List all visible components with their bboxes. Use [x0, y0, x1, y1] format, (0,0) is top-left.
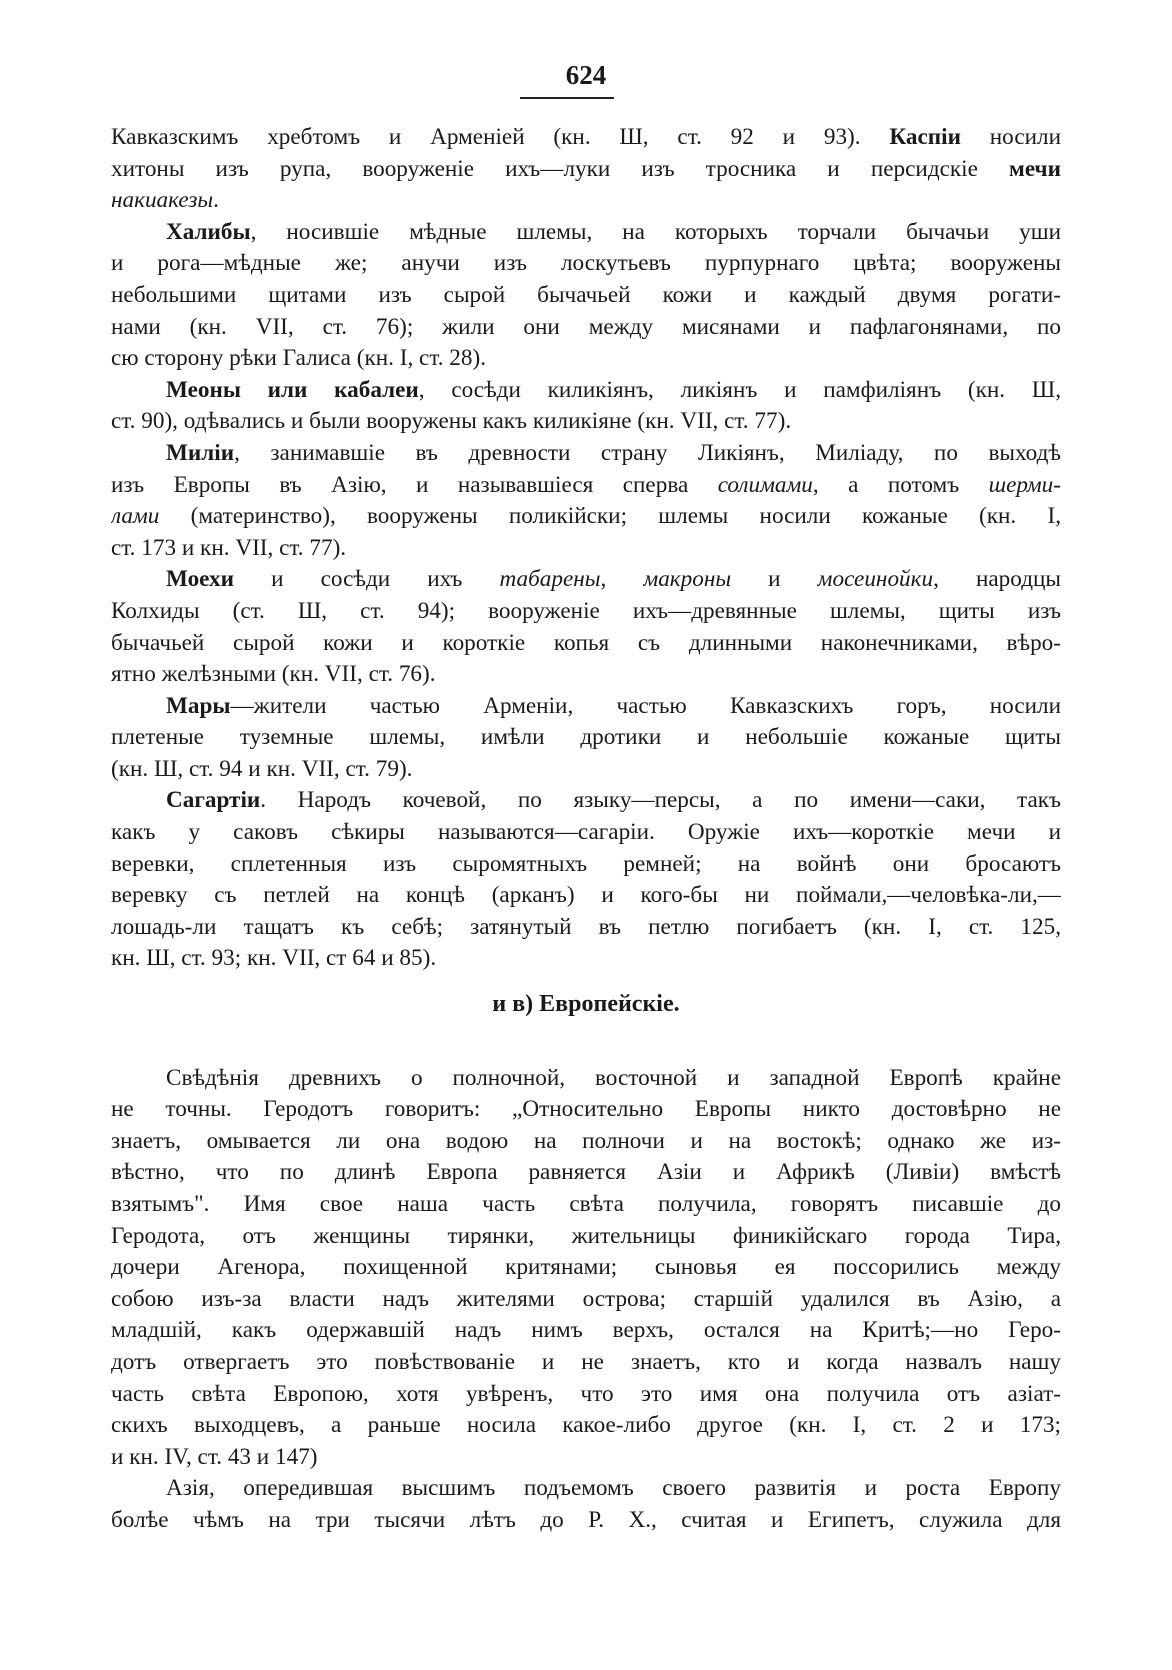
text-line: веревку съ петлей на концѣ (арканъ) и кого-бы ни поймали,—человѣка-ли,— [111, 882, 1061, 909]
text-line: накиакезы. [111, 187, 219, 214]
text-line: ятно желѣзными (кн. VII, ст. 76). [111, 661, 436, 688]
text-line: ст. 90), одѣвались и были вооружены какъ киликіяне (кн. VII, ст. 77). [111, 408, 792, 435]
text-line: какъ у саковъ сѣкиры называются—сагаріи. Оружіе ихъ—короткіе мечи и [111, 819, 1061, 846]
text-line: взятымъ". Имя свое наша часть свѣта получила, говорятъ писавшіе до [111, 1191, 1061, 1217]
text-line: скихъ выходцевъ, а раньше носила какое-либо другое (кн. I, ст. 2 и 173; [111, 1412, 1061, 1439]
text-line: Миліи, занимавшіе въ древности страну Ликіянъ, Миліаду, по выходѣ [166, 439, 1061, 466]
text-line: Геродота, отъ женщины тирянки, жительницы финикійскаго города Тира, [111, 1222, 1061, 1249]
text-line: часть свѣта Европою, хотя увѣренъ, что это имя она получила отъ азіат- [111, 1380, 1061, 1407]
text-line: не точны. Геродотъ говоритъ: „Относительно Европы никто достовѣрно не [111, 1096, 1061, 1123]
text-line: собою изъ-за власти надъ жителями острова; старшій удалился въ Азію, а [111, 1285, 1061, 1312]
section-heading: и в) Европейскіе. [492, 991, 680, 1018]
text-line: плетеные туземные шлемы, имѣли дротики и небольшіе кожаные щиты [111, 724, 1061, 751]
text-line: лами (материнство), вооружены поликійски; шлемы носили кожаные (кн. I, [111, 503, 1061, 530]
text-line: болѣе чѣмъ на три тысячи лѣтъ до Р. Х., считая и Египетъ, служила для [111, 1506, 1061, 1533]
text-line: бычачьей сырой кожи и короткіе копья съ длинными наконечниками, вѣро- [111, 629, 1061, 656]
text-line: Азія, опередившая высшимъ подъемомъ своего развитія и роста Европу [166, 1475, 1061, 1502]
text-line: кн. Ш, ст. 93; кн. VII, ст 64 и 85). [111, 945, 437, 972]
text-line: и рога—мѣдные же; анучи изъ лоскутьевъ пурпурнаго цвѣта; вооружены [111, 250, 1061, 277]
text-line: Сагартіи. Народъ кочевой, по языку—персы, а по имени—саки, такъ [166, 787, 1061, 814]
text-line: (кн. Ш, ст. 94 и кн. VII, ст. 79). [111, 755, 413, 782]
text-line: нами (кн. VII, ст. 76); жили они между мисянами и пафлагонянами, по [111, 313, 1061, 340]
text-line: и кн. IV, ст. 43 и 147) [111, 1443, 318, 1470]
text-line: небольшими щитами изъ сырой бычачьей кожи и каждый двумя рогати- [111, 281, 1061, 308]
text-line: сю сторону рѣки Галиса (кн. I, ст. 28). [111, 345, 487, 372]
text-line: Меоны или кабалеи, сосѣди киликіянъ, ликіянъ и памфиліянъ (кн. Ш, [166, 376, 1061, 403]
page-number-rule [520, 97, 614, 99]
page-number: 624 [565, 60, 607, 90]
text-line: веревки, сплетенныя изъ сыромятныхъ ремней; на войнѣ они бросаютъ [111, 850, 1061, 877]
text-line: вѣстно, что по длинѣ Европа равняется Азіи и Африкѣ (Ливіи) вмѣстѣ [111, 1159, 1061, 1186]
text-line: изъ Европы въ Азію, и называвшіеся сперва солимами, а потомъ шерми- [111, 471, 1061, 498]
text-line: Кавказскимъ хребтомъ и Арменіей (кн. Ш, ст. 92 и 93). Каспіи носили [111, 124, 1061, 150]
text-line: Свѣдѣнія древнихъ о полночной, восточной и западной Европѣ крайне [166, 1064, 1061, 1091]
text-line: Мары—жители частью Арменіи, частью Кавказскихъ горъ, носили [166, 692, 1061, 719]
text-line: лошадь-ли тащатъ къ себѣ; затянутый въ петлю погибаетъ (кн. I, ст. 125, [111, 913, 1061, 940]
text-line: дотъ отвергаетъ это повѣствованіе и не знаетъ, кто и когда назвалъ нашу [111, 1348, 1061, 1375]
body-text [111, 122, 1061, 1537]
text-line: дочери Агенора, похищенной критянами; сыновья ея поссорились между [111, 1254, 1061, 1281]
text-line: Халибы, носившіе мѣдные шлемы, на которыхъ торчали бычачьи уши [166, 218, 1061, 245]
text-line: Колхиды (ст. Ш, ст. 94); вооруженіе ихъ—древянные шлемы, щиты изъ [111, 597, 1061, 624]
text-line: ст. 173 и кн. VII, ст. 77). [111, 534, 347, 561]
text-line: знаетъ, омывается ли она водою на полночи и на востокѣ; однако же из- [111, 1127, 1061, 1154]
text-line: Моехи и сосѣди ихъ табарены, макроны и мосеинойки, народцы [166, 566, 1061, 593]
text-line: младшій, какъ одержавшій надъ нимъ верхъ, остался на Критѣ;—но Геро- [111, 1317, 1061, 1344]
text-line: хитоны изъ рупа, вооруженіе ихъ—луки изъ тросника и персидскіе мечи [111, 155, 1061, 182]
